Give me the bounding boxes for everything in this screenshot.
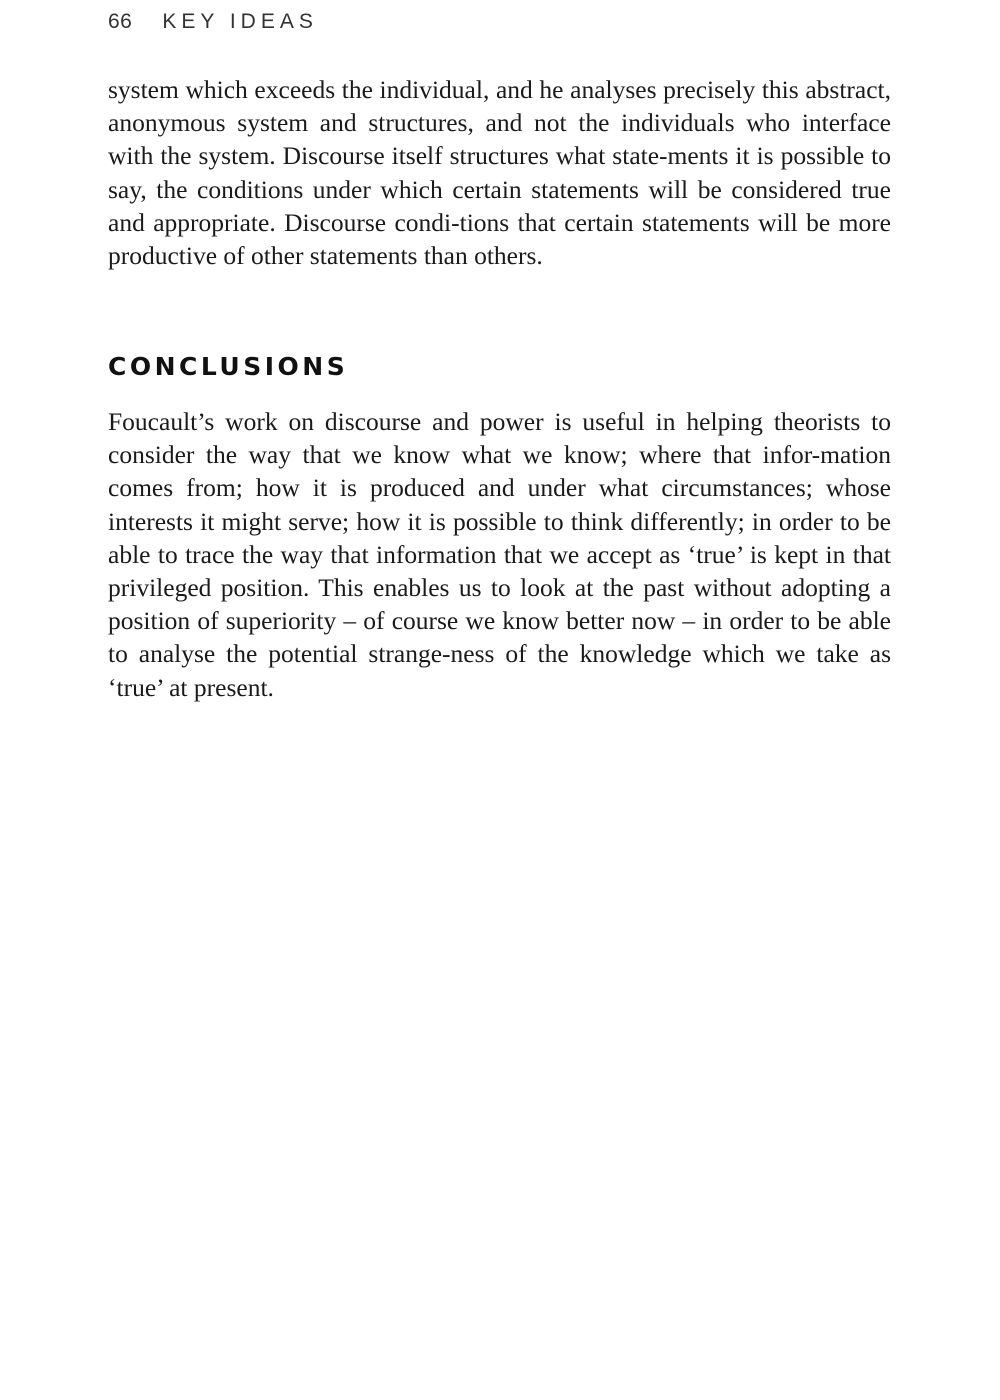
- running-header: [108, 10, 318, 34]
- body-paragraph-conclusions: Foucault’s work on discourse and power is useful in helping theorists to consider the way that we know what we know; where that infor-mation comes from; how it is produced and under what circumstances; whose interests it might serve; how it is possible to think differently; in order to be able to trace the way that information that we accept as ‘true’ is kept in that privileged position. This enables us to look at the past without adopting a position of superiority – of course we know better now – in order to be able to analyse the potential strange-ness of the knowledge which we take as ‘true’ at present.: [108, 407, 891, 702]
- running-header-title: KEY IDEAS: [162, 10, 318, 33]
- page-number: 66: [108, 10, 133, 33]
- section-heading-conclusions: CONCLUSIONS: [108, 352, 349, 381]
- body-paragraph-continuation: system which exceeds the individual, and he analyses precisely this abstract, anonymous system and structures, and not the individuals who interface with the system. Discourse itself structures what state-ments it is possible to say, the conditions under which certain statements will be considered true and appropriate. Discourse condi-tions that certain statements will be more productive of other statements than others.: [108, 75, 891, 271]
